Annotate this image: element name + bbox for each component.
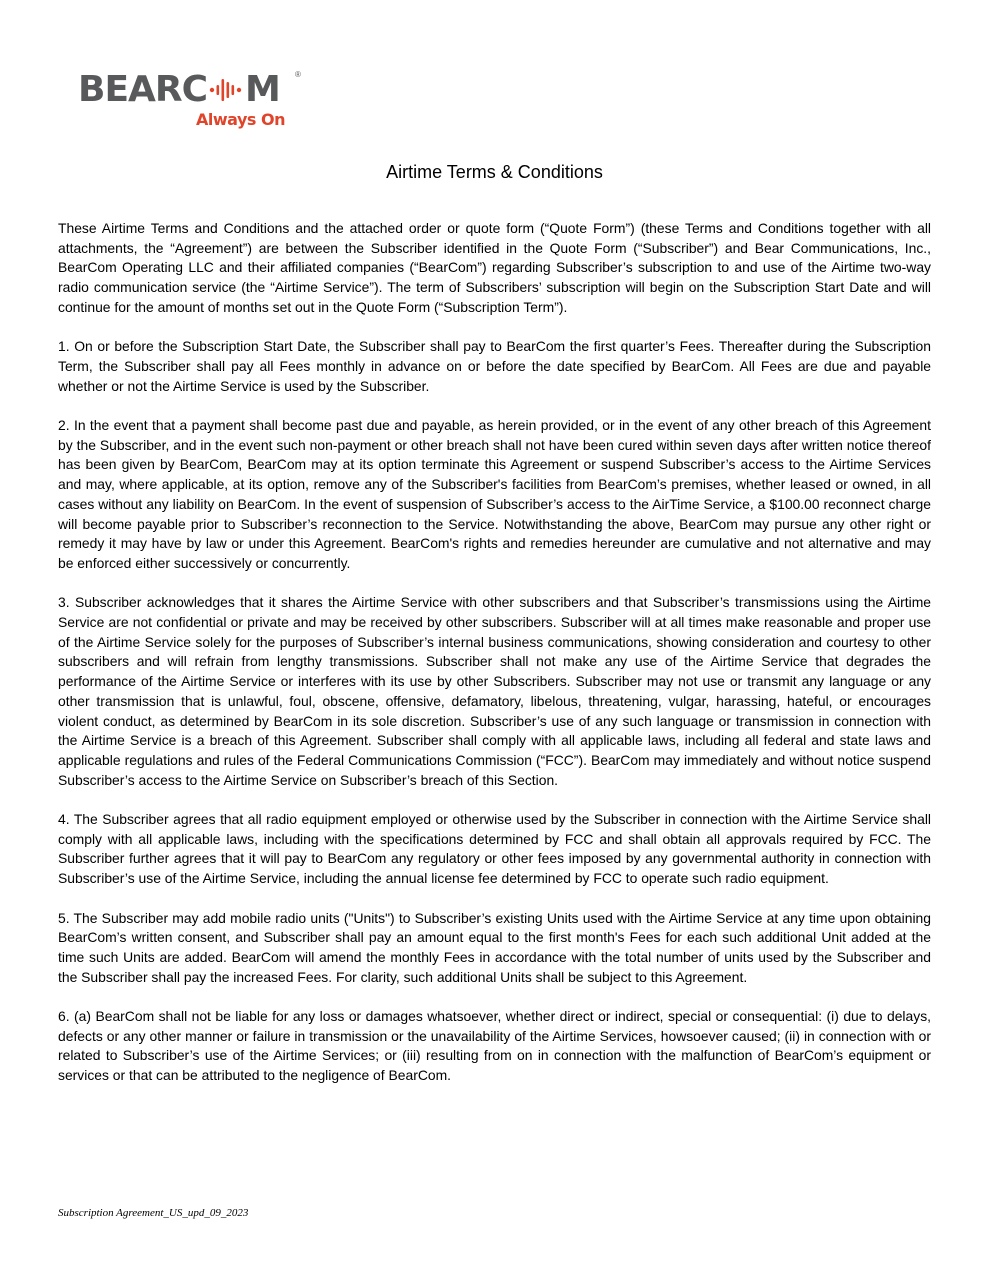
clause-2: 2. In the event that a payment shall become past due and payable, as herein provided, or in the event of any other breach of this Agreement by the Subscriber, and in the event such non-payment or other breach shall not have been cured within seven days after written notice thereof has been given by BearCom, BearCom may at its option terminate this Agreement or suspend Subscriber’s access to the Airtime Services and may, where applicable, at its option, remove any of the Subscriber's facilities from BearCom’s premises, whether leased or owned, in all cases without any liability on BearCom. In the event of suspension of Subscriber’s access to the AirTime Service, a $100.00 reconnect charge will become payable prior to Subscriber’s reconnection to the Service. Notwithstanding the above, BearCom may pursue any other right or remedy it may have by law or under this Agreement. BearCom's rights and remedies hereunder are cumulative and not alternative and may be enforced either successively or concurrently. <box>58 417 931 571</box>
clause-4: 4. The Subscriber agrees that all radio equipment employed or otherwise used by the Subscriber in connection with the Airtime Service shall comply with all applicable laws, including with the specifications determined by FCC and shall obtain all approvals required by FCC. The Subscriber further agrees that it will pay to BearCom any regulatory or other fees imposed by any governmental authority in connection with Subscriber’s use of the Airtime Service, including the annual license fee determined by FCC to operate such radio equipment. <box>58 811 931 887</box>
logo-brand-left: BEARC <box>78 69 208 110</box>
document-title: Airtime Terms & Conditions <box>386 162 603 182</box>
document-footer: Subscription Agreement_US_upd_09_2023 <box>58 1207 249 1219</box>
registered-mark: ® <box>295 70 301 79</box>
clause-1: 1. On or before the Subscription Start Date, the Subscriber shall pay to BearCom the first quarter’s Fees. Thereafter during the Subscription Term, the Subscriber shall pay all Fees monthly in advance on or before the date specified by BearCom. All Fees are due and payable whether or not the Airtime Service is used by the Subscriber. <box>58 338 931 394</box>
sound-wave-icon <box>208 74 244 106</box>
clause-6: 6. (a) BearCom shall not be liable for any loss or damages whatsoever, whether direct or indirect, special or consequential: (i) due to delays, defects or any other manner or failure in transmission or the unavailability of the Airtime Services, howsoever caused; (ii) in connection with or related to Subscriber’s use of the Airtime Services; or (iii) resulting from on in connection with the malfunction of BearCom’s equipment or services or that can be attributed to the negligence of BearCom. <box>58 1008 931 1084</box>
logo-tagline: Always On <box>196 110 285 129</box>
document-body <box>58 219 931 1106</box>
intro-paragraph: These Airtime Terms and Conditions and the attached order or quote form (“Quote Form”) (these Terms and Conditions together with all attachments, the “Agreement”) are between the Subscriber identified in the Quote Form (“Subscriber”) and Bear Communications, Inc., BearCom Operating LLC and their affiliated companies (“BearCom”) regarding Subscriber’s subscription to and use of the Airtime two-way radio communication service (the “Airtime Service”). The term of Subscribers’ subscription will begin on the Subscription Start Date and will continue for the amount of months set out in the Quote Form (“Subscription Term”). <box>58 220 931 315</box>
logo-brand-right: M <box>245 69 280 110</box>
clause-5: 5. The Subscriber may add mobile radio units ("Units") to Subscriber’s existing Units used with the Airtime Service at any time upon obtaining BearCom’s written consent, and Subscriber shall pay an amount equal to the first month's Fees for each such additional Unit added at the time such Units are added. BearCom will amend the monthly Fees in accordance with the total number of units used by the Subscriber and the Subscriber shall pay the increased Fees. For clarity, such additional Units shall be subject to this Agreement. <box>58 909 931 985</box>
bearcom-logo <box>78 70 318 140</box>
clause-3: 3. Subscriber acknowledges that it shares the Airtime Service with other subscribers and that Subscriber’s transmissions using the Airtime Service are not confidential or private and may be received by other subscribers. Subscriber will at all times make reasonable and proper use of the Airtime Service solely for the purposes of Subscriber’s internal business communications, showing consideration and courtesy to other subscribers and will refrain from lengthy transmissions. Subscriber shall not make any use of the Airtime Service that degrades the performance of the Airtime Service or interferes with its use by other Subscribers. Subscriber may not use or transmit any language or any other transmission that is unlawful, foul, obscene, offensive, defamatory, libelous, threatening, vulgar, harassing, hateful, or encourages violent conduct, as determined by BearCom in its sole discretion. Subscriber’s use of any such language or transmission in connection with the Airtime Service is a breach of this Agreement. Subscriber shall comply with all applicable laws, including all federal and state laws and applicable regulations and rules of the Federal Communications Commission (“FCC”). BearCom may immediately and without notice suspend Subscriber’s access to the Airtime Service on Subscriber’s breach of this Section. <box>58 594 931 788</box>
logo-wordmark <box>78 70 280 110</box>
